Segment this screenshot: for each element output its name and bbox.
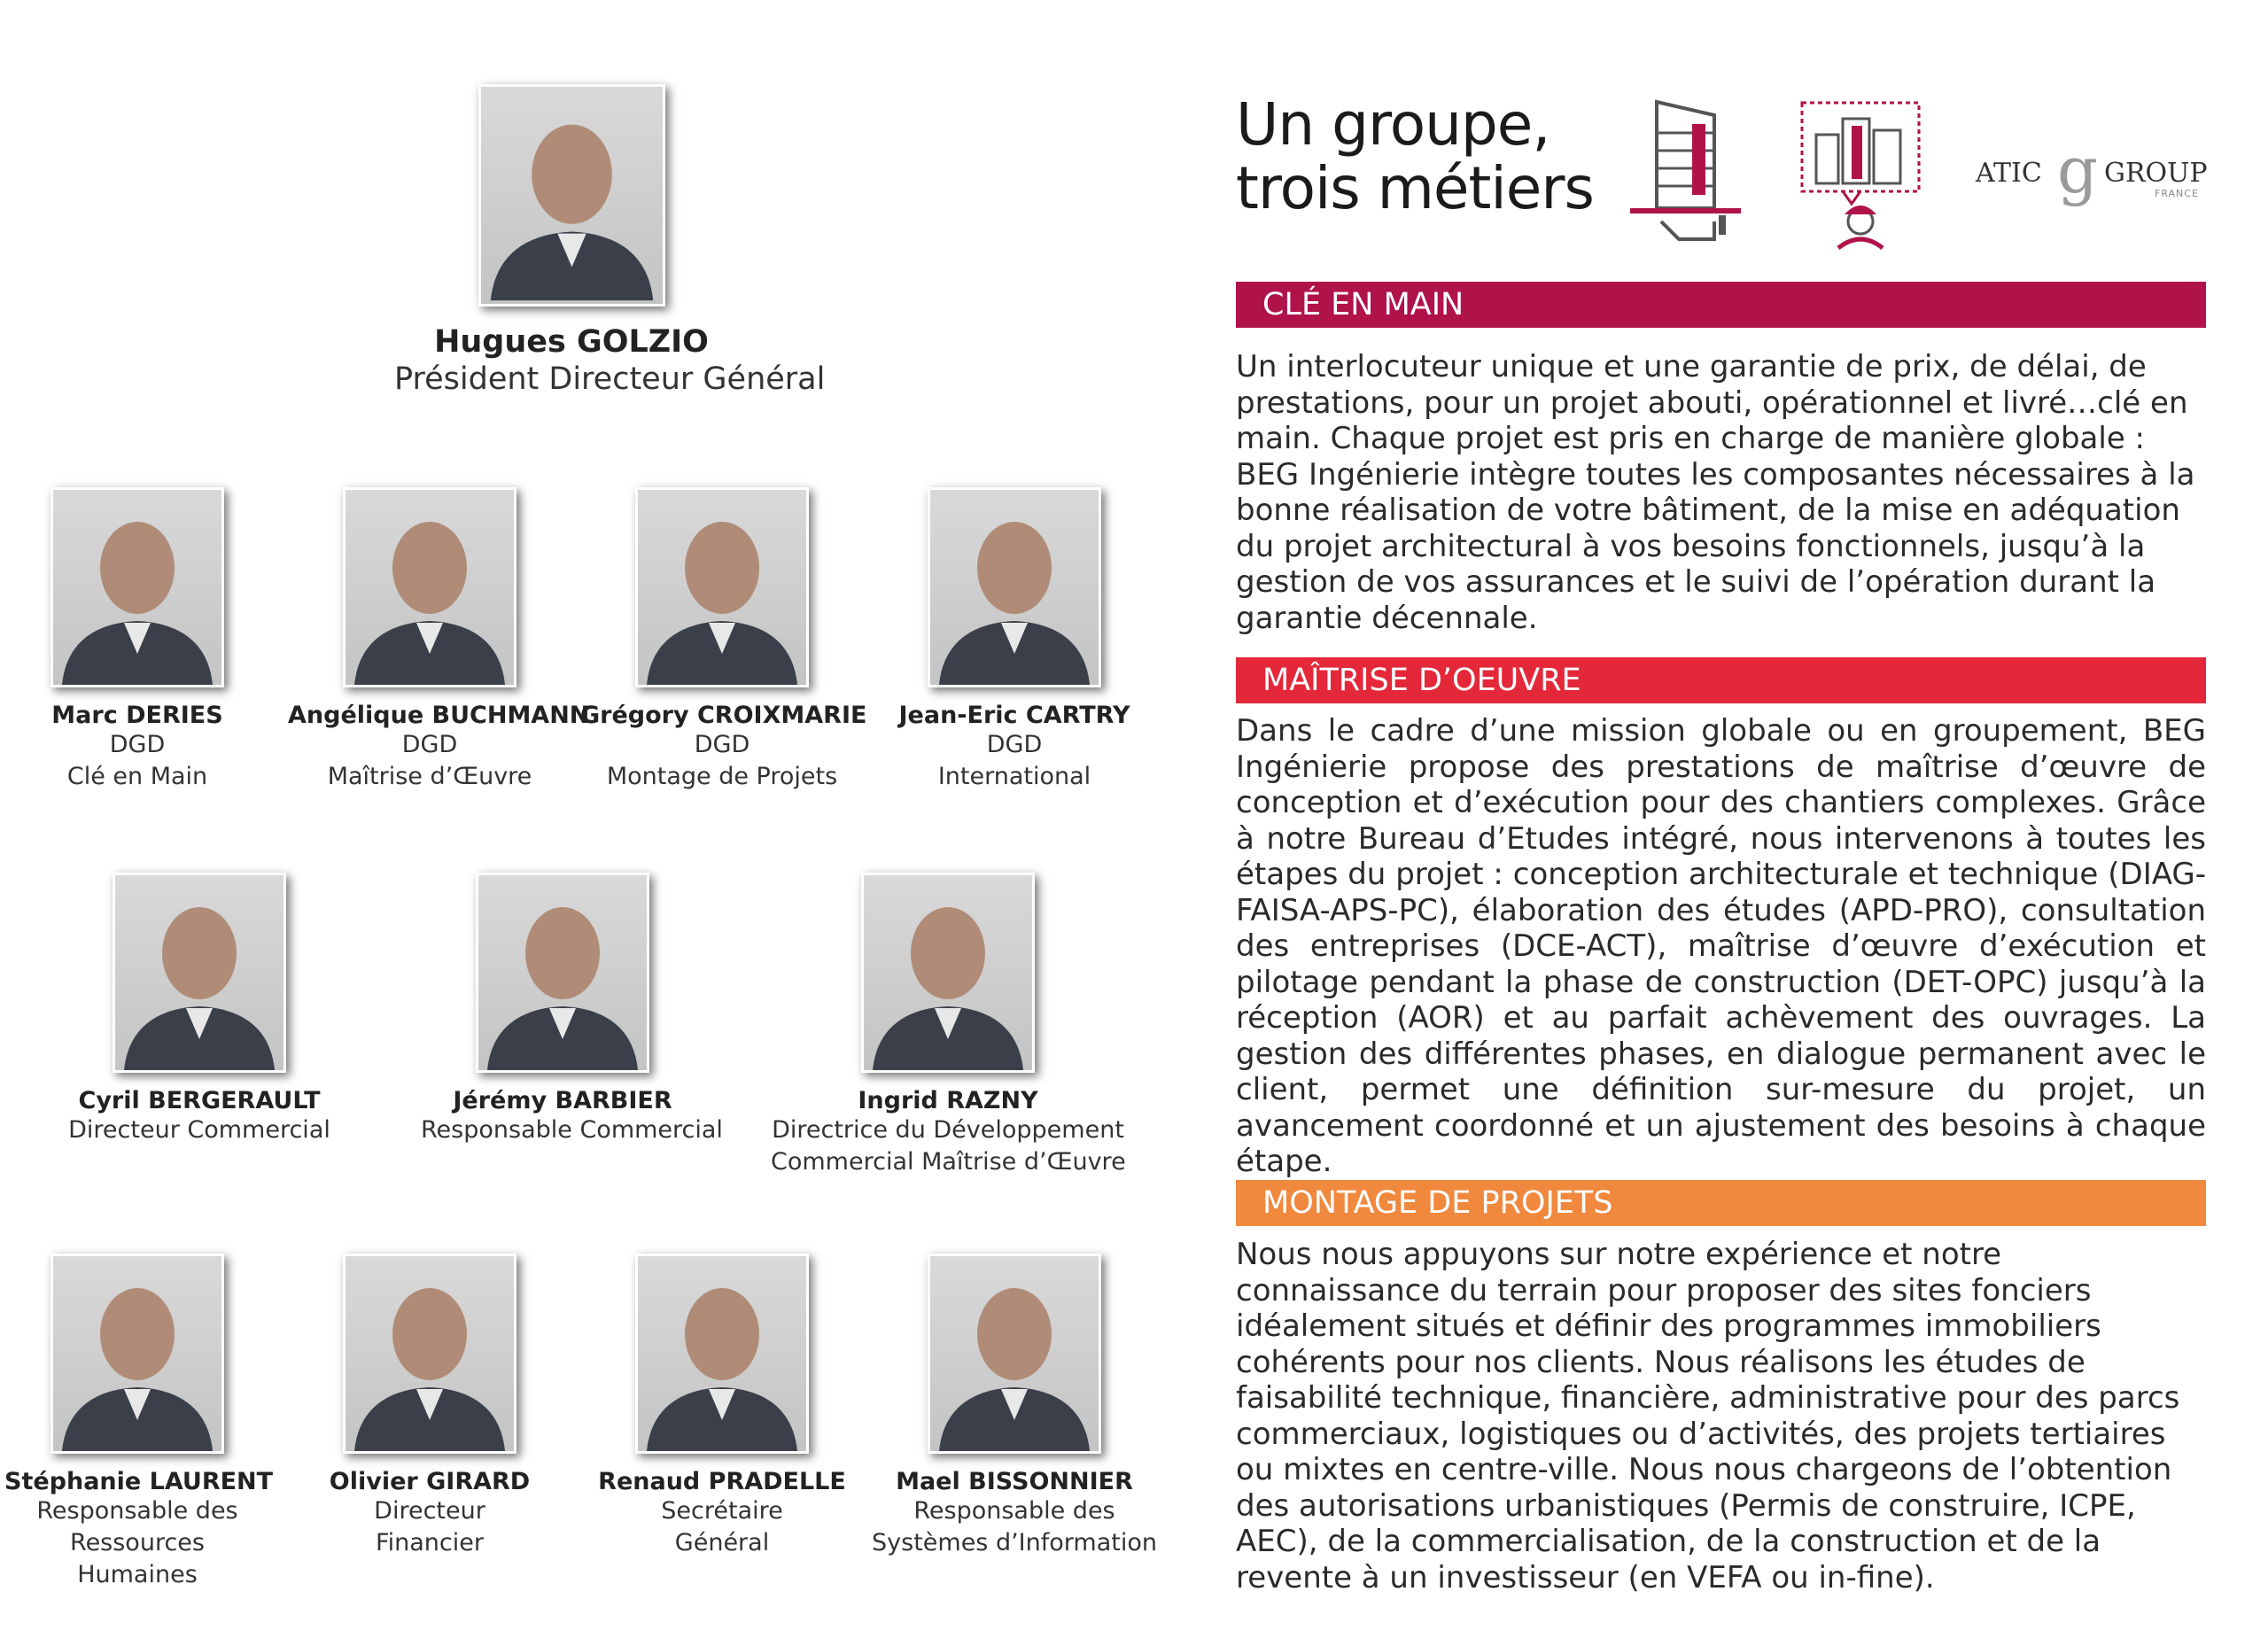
portrait-photo (343, 1254, 517, 1454)
person-icon (481, 87, 663, 304)
section-text: Dans le cadre d’une mission globale ou en groupement, BEG Ingénierie propose des prestations de maîtrise d’œuvre de conception et d’exécution pour des chantiers complexes. Grâce à notre Bureau d’Etudes intégré, nous intervenons à toutes les étapes du projet : conception architecturale et technique (DIAG-FAISA-APS-PC), élaboration des études (APD-PRO), consultation des entreprises (DCE-ACT), maîtrise d’œuvre d’exécution et pilotage pendant la phase de construction (DET-OPC) jusqu’à la réception (AOR) et au parfait achèvement des ouvrages. La gestion des différentes phases, en dialogue permanent avec le client, permet une définition sur-mesure du projet, un avancement coordonné et un ajustement des besoins à chaque étape. (1236, 713, 2206, 1179)
person-role: Directeur Commercial (68, 1116, 330, 1144)
person-card (771, 873, 1125, 1178)
person-role: Maîtrise d’Œuvre (327, 763, 532, 790)
person-card (873, 487, 1156, 793)
person-name: Ingrid RAZNY (858, 1087, 1038, 1114)
person-role: DGD (401, 731, 458, 758)
title-line: trois métiers (1236, 154, 1594, 222)
person-name: Jérémy BARBIER (453, 1087, 672, 1114)
person-card (66, 873, 332, 1146)
person-role: Directeur (374, 1497, 485, 1525)
section-header-cle-en-main: CLÉ EN MAIN (1236, 282, 2206, 328)
portrait-photo (928, 1254, 1101, 1454)
person-role: Financier (376, 1529, 484, 1556)
portrait-photo (635, 1254, 809, 1454)
person-role: Président Directeur Général (394, 361, 826, 397)
person-name: Grégory CROIXMARIE (580, 702, 867, 729)
logo-text: GROUP (2104, 158, 2208, 189)
person-card (855, 1254, 1174, 1559)
person-icon (930, 490, 1099, 685)
person-card (421, 873, 723, 1146)
person-role: Humaines (77, 1561, 198, 1588)
person-name: Stéphanie LAURENT (4, 1468, 274, 1495)
person-role: Directrice du Développement (772, 1116, 1124, 1144)
person-card (288, 487, 590, 793)
portrait-photo (50, 1254, 224, 1454)
section-text: Nous nous appuyons sur notre expérience et notre connaissance du terrain pour proposer des sites fonciers idéalement situés et définir des programmes immobiliers cohérents pour nos clients. Nous réalisons les études de faisabilité technique, financière, administrative pour des parcs commerciaux, logistiques ou d’activités, des projets tertiaires ou mixtes en centre-ville. Nous nous chargeons de l’obtention des autorisations urbanistiques (Permis de construire, ICPE, AEC), de la commercialisation, de la construction et de la revente à un investisseur (en VEFA ou in-fine). (1236, 1237, 2180, 1595)
person-card (580, 1254, 864, 1559)
person-name: Cyril BERGERAULT (78, 1087, 321, 1114)
building-engineer-icon (1798, 99, 1922, 250)
person-icon (115, 875, 284, 1070)
person-role: Responsable Commercial (421, 1116, 723, 1144)
person-card (580, 487, 867, 793)
portrait-photo (113, 873, 286, 1073)
person-name: Marc DERIES (51, 702, 223, 729)
person-name: Jean-Eric CARTRY (898, 702, 1130, 729)
portrait-photo (343, 487, 517, 687)
person-name: Renaud PRADELLE (598, 1468, 846, 1495)
portrait-photo (635, 487, 809, 687)
person-role: Ressources (70, 1529, 205, 1556)
title-line: Un groupe, (1236, 90, 1550, 159)
person-role: Montage de Projets (606, 763, 838, 790)
person-name: Hugues GOLZIO (434, 324, 709, 360)
person-icon (346, 1256, 514, 1451)
person-name: Olivier GIRARD (329, 1468, 531, 1495)
person-role: Systèmes d’Information (872, 1529, 1157, 1556)
logo-mark: g (2057, 133, 2099, 207)
person-name: Angélique BUCHMANN (288, 702, 590, 729)
person-icon (638, 1256, 806, 1451)
person-icon (864, 875, 1032, 1070)
person-role: Responsable des (913, 1497, 1115, 1525)
section-header-maitrise-oeuvre: MAÎTRISE D’OEUVRE (1236, 657, 2206, 703)
person-icon (53, 1256, 221, 1451)
person-role: Secrétaire (661, 1497, 783, 1525)
person-icon (930, 1256, 1099, 1451)
person-icon (638, 490, 806, 685)
atic-group-logo (1976, 133, 2215, 208)
person-card-president (394, 84, 826, 399)
person-icon (478, 875, 647, 1070)
portrait-photo (476, 873, 649, 1073)
person-role: Général (674, 1529, 770, 1556)
logo-text: ATIC (1976, 158, 2042, 189)
portrait-photo (478, 84, 665, 307)
section-text: Un interlocuteur unique et une garantie de prix, de délai, de prestations, pour un projet abouti, opérationnel et livré…clé en main. Chaque projet est pris en charge de manière globale : BEG Ingénierie intègre toutes les composantes nécessaires à la bonne réalisation de votre bâtiment, de la mise en adéquation du projet architectural à vos besoins fonctionnels, jusqu’à la gestion de vos assurances et le suivi de l’opération durant la garantie décennale. (1236, 349, 2195, 636)
portrait-photo (861, 873, 1035, 1073)
person-role: DGD (109, 731, 166, 758)
person-name: Mael BISSONNIER (896, 1468, 1133, 1495)
portrait-photo (928, 487, 1101, 687)
logo-subtext: FRANCE (2155, 188, 2199, 199)
portrait-photo (50, 487, 224, 687)
section-header-montage-projets: MONTAGE DE PROJETS (1236, 1180, 2206, 1226)
person-card (4, 487, 270, 793)
person-role: DGD (694, 731, 750, 758)
person-role: Responsable des (36, 1497, 238, 1525)
person-role: Commercial Maîtrise d’Œuvre (771, 1148, 1126, 1176)
person-card (4, 1254, 274, 1591)
person-icon (346, 490, 514, 685)
person-role: International (937, 763, 1091, 790)
building-key-icon (1630, 97, 1745, 244)
person-icon (53, 490, 221, 685)
page-title (1236, 90, 1594, 222)
person-card (288, 1254, 571, 1559)
person-role: DGD (986, 731, 1043, 758)
person-role: Clé en Main (66, 763, 208, 790)
